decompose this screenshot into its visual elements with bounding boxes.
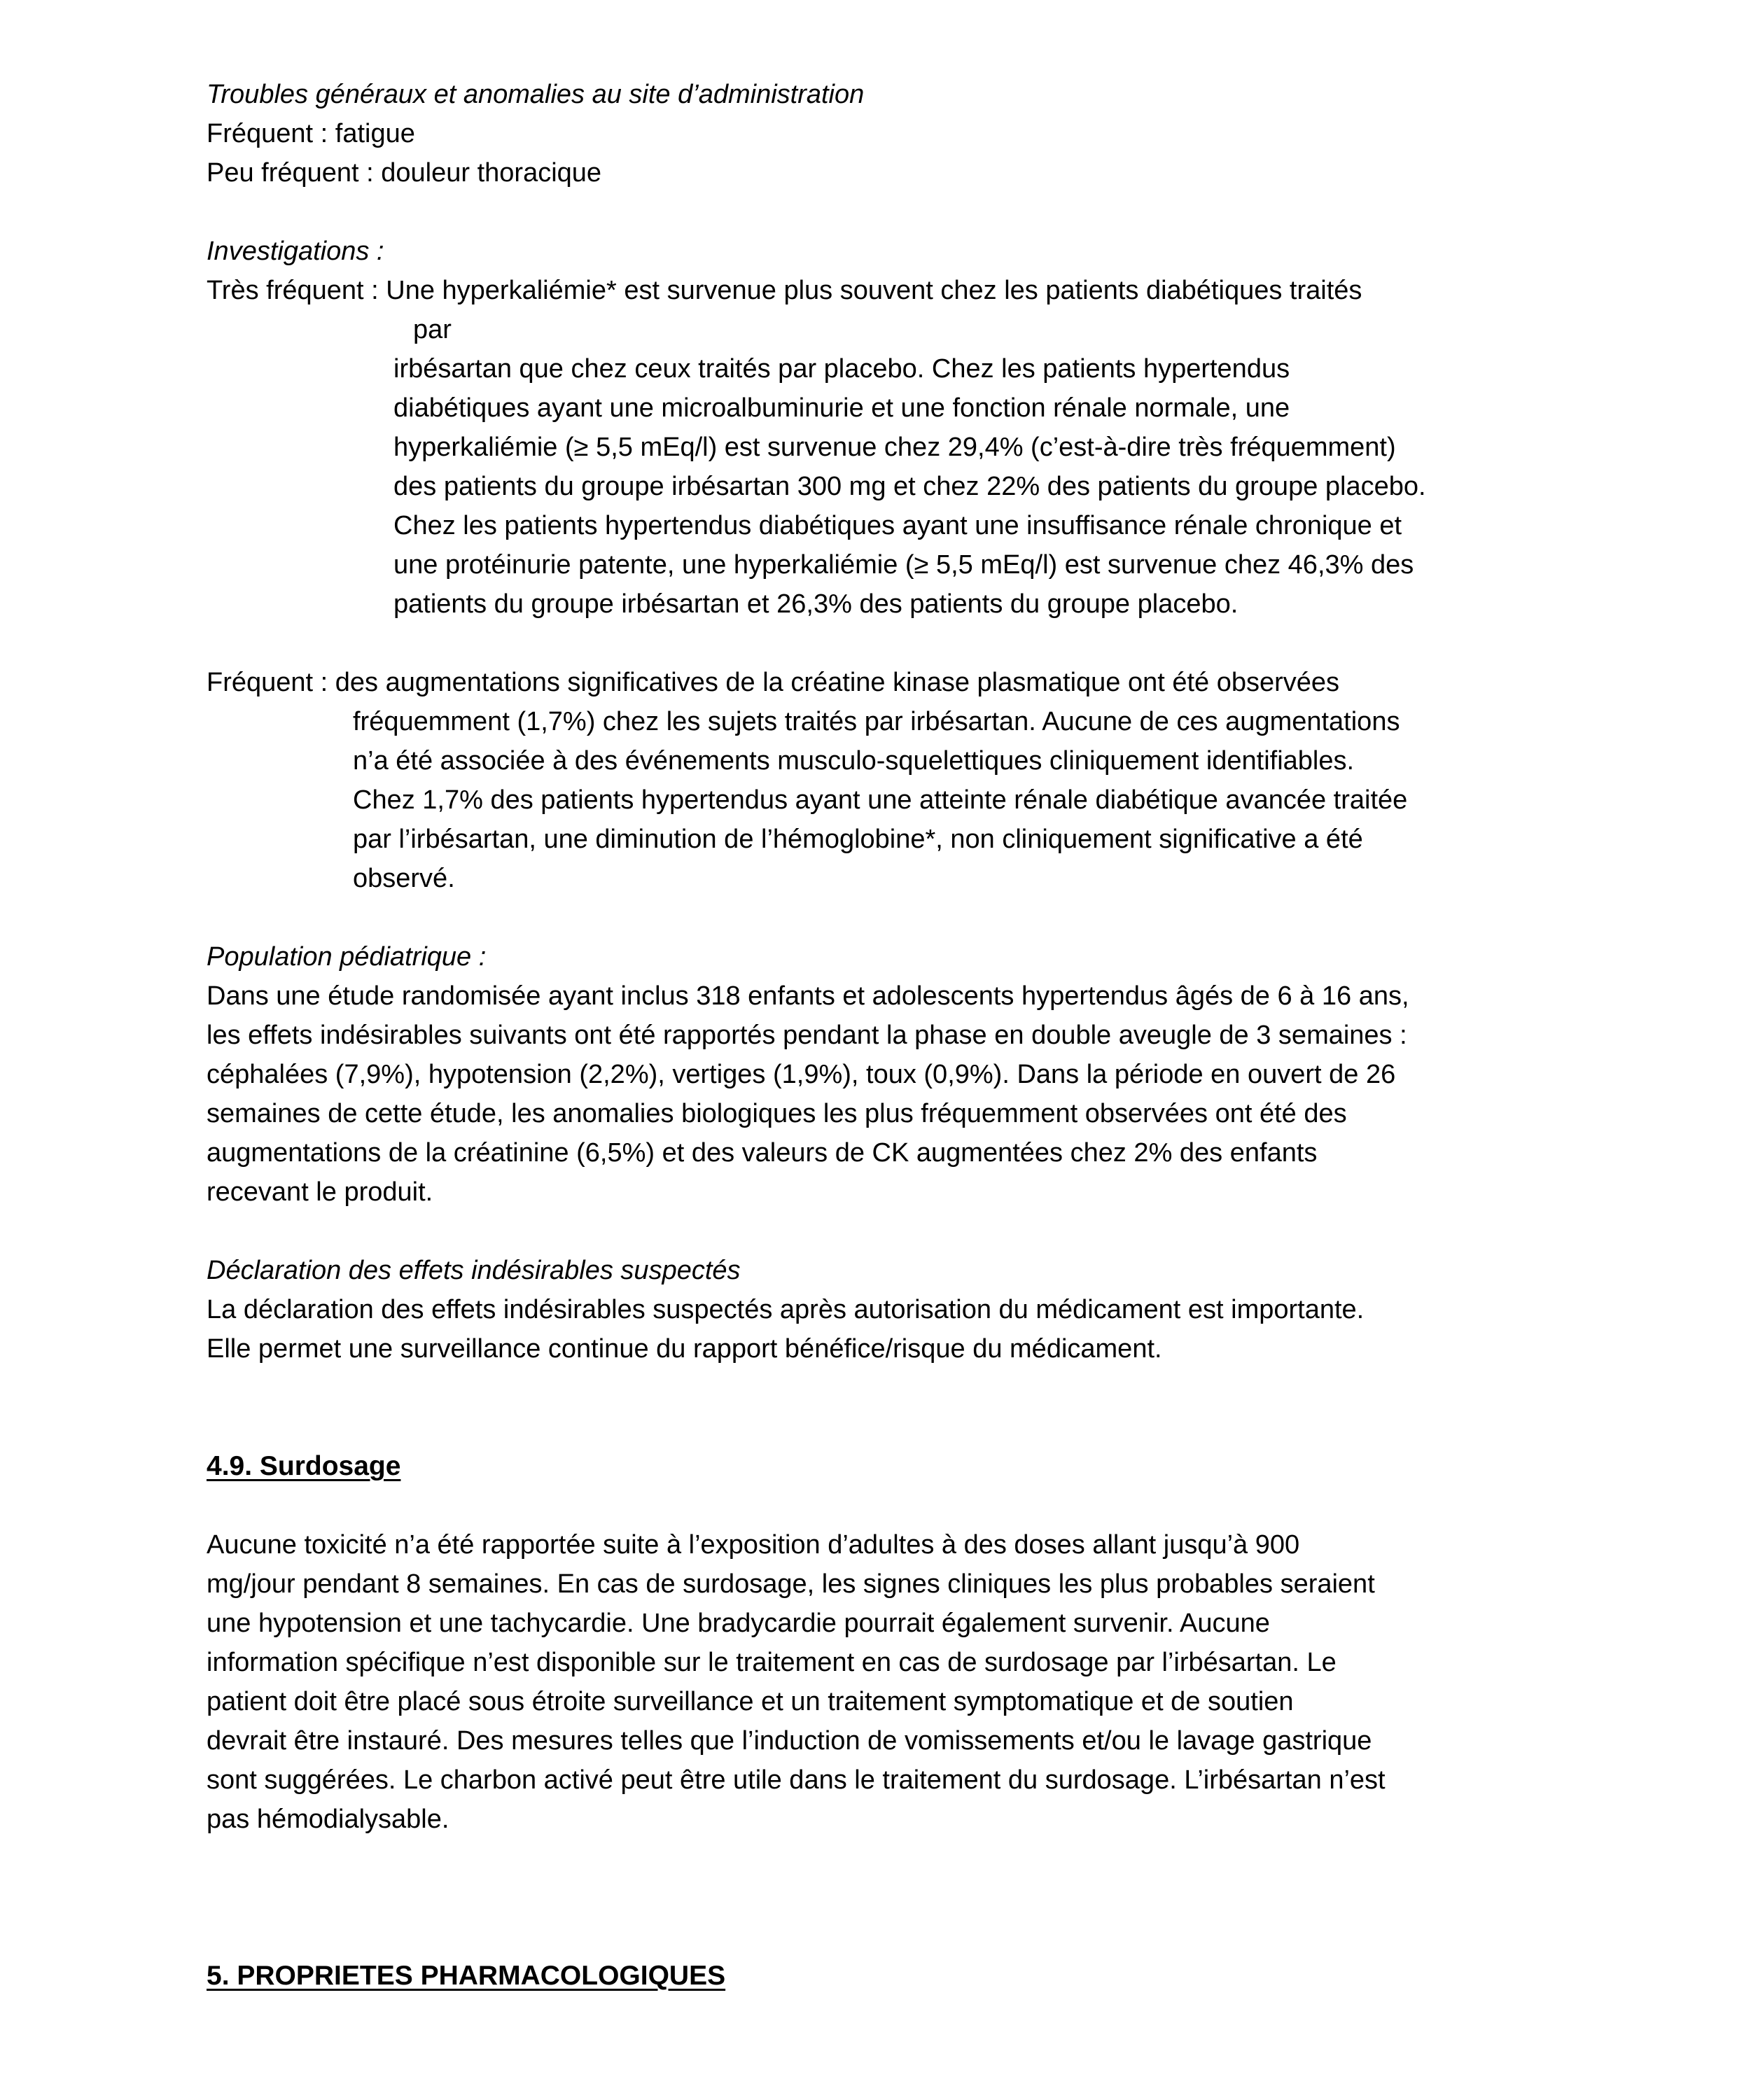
overdose-text-line: information spécifique n’est disponible sur le traitement en cas de surdosage par l’irbésartan. Le xyxy=(207,1648,1337,1677)
investigations-frequent-first-line xyxy=(207,663,1339,702)
section-heading-pharmacology: 5. PROPRIETES PHARMACOLOGIQUES xyxy=(207,1961,726,1991)
general-frequent-line: Fréquent : fatigue xyxy=(207,119,415,148)
frequent-text-line: des augmentations significatives de la créatine kinase plasmatique ont été observées xyxy=(335,668,1340,697)
very-frequent-text-line: diabétiques ayant une microalbuminurie et une fonction rénale normale, une xyxy=(393,393,1290,423)
section-title-investigations: Investigations : xyxy=(207,237,384,266)
very-frequent-label: Très fréquent : xyxy=(207,276,386,305)
overdose-text-line: patient doit être placé sous étroite surveillance et un traitement symptomatique et de soutien xyxy=(207,1687,1294,1716)
very-frequent-text-line: par xyxy=(413,315,452,344)
very-frequent-text-line: Chez les patients hypertendus diabétiques ayant une insuffisance rénale chronique et xyxy=(393,511,1402,540)
overdose-text-line: mg/jour pendant 8 semaines. En cas de surdosage, les signes cliniques les plus probables seraient xyxy=(207,1569,1375,1599)
frequent-text-line: par l’irbésartan, une diminution de l’hémoglobine*, non cliniquement significative a été xyxy=(353,825,1363,854)
very-frequent-text-line: Une hyperkaliémie* est survenue plus souvent chez les patients diabétiques traités xyxy=(386,276,1362,305)
declaration-text-line: Elle permet une surveillance continue du rapport bénéfice/risque du médicament. xyxy=(207,1334,1162,1364)
pediatric-text-line: céphalées (7,9%), hypotension (2,2%), vertiges (1,9%), toux (0,9%). Dans la période en ouvert de 26 xyxy=(207,1060,1396,1089)
pediatric-text-line: Dans une étude randomisée ayant inclus 318 enfants et adolescents hypertendus âgés de 6 à 16 ans, xyxy=(207,981,1409,1011)
section-title-pediatric: Population pédiatrique : xyxy=(207,942,487,972)
overdose-text-line: sont suggérées. Le charbon activé peut être utile dans le traitement du surdosage. L’irbésartan n’est xyxy=(207,1765,1386,1795)
pediatric-text-line: les effets indésirables suivants ont été rapportés pendant la phase en double aveugle de 3 semaines : xyxy=(207,1021,1407,1050)
pediatric-text-line: semaines de cette étude, les anomalies biologiques les plus fréquemment observées ont été des xyxy=(207,1099,1347,1128)
very-frequent-text-line: une protéinurie patente, une hyperkaliémie (≥ 5,5 mEq/l) est survenue chez 46,3% des xyxy=(393,550,1414,580)
frequent-text-line: observé. xyxy=(353,864,455,893)
frequent-text-line: n’a été associée à des événements musculo-squelettiques cliniquement identifiables. xyxy=(353,746,1355,776)
investigations-very-frequent-first-line xyxy=(207,271,1362,310)
section-title-declaration: Déclaration des effets indésirables suspectés xyxy=(207,1256,741,1285)
frequent-label: Fréquent : xyxy=(207,668,335,697)
overdose-text-line: une hypotension et une tachycardie. Une bradycardie pourrait également survenir. Aucune xyxy=(207,1609,1270,1638)
overdose-text-line: pas hémodialysable. xyxy=(207,1805,449,1834)
section-title-general-disorders: Troubles généraux et anomalies au site d’administration xyxy=(207,80,865,109)
overdose-text-line: devrait être instauré. Des mesures telles que l’induction de vomissements et/ou le lavage gastrique xyxy=(207,1726,1372,1756)
very-frequent-text-line: des patients du groupe irbésartan 300 mg et chez 22% des patients du groupe placebo. xyxy=(393,472,1426,501)
pediatric-text-line: augmentations de la créatinine (6,5%) et des valeurs de CK augmentées chez 2% des enfants xyxy=(207,1138,1318,1168)
general-uncommon-line: Peu fréquent : douleur thoracique xyxy=(207,158,602,188)
frequent-text-line: Chez 1,7% des patients hypertendus ayant une atteinte rénale diabétique avancée traitée xyxy=(353,785,1408,815)
pediatric-text-line: recevant le produit. xyxy=(207,1177,433,1207)
overdose-text-line: Aucune toxicité n’a été rapportée suite à l’exposition d’adultes à des doses allant jusqu’à 900 xyxy=(207,1530,1300,1560)
declaration-text-line: La déclaration des effets indésirables suspectés après autorisation du médicament est importante. xyxy=(207,1295,1365,1324)
very-frequent-text-line: irbésartan que chez ceux traités par placebo. Chez les patients hypertendus xyxy=(393,354,1290,384)
frequent-text-line: fréquemment (1,7%) chez les sujets traités par irbésartan. Aucune de ces augmentations xyxy=(353,707,1400,736)
very-frequent-text-line: hyperkaliémie (≥ 5,5 mEq/l) est survenue chez 29,4% (c’est-à-dire très fréquemment) xyxy=(393,433,1396,462)
very-frequent-text-line: patients du groupe irbésartan et 26,3% des patients du groupe placebo. xyxy=(393,589,1239,619)
section-heading-overdose: 4.9. Surdosage xyxy=(207,1451,401,1481)
